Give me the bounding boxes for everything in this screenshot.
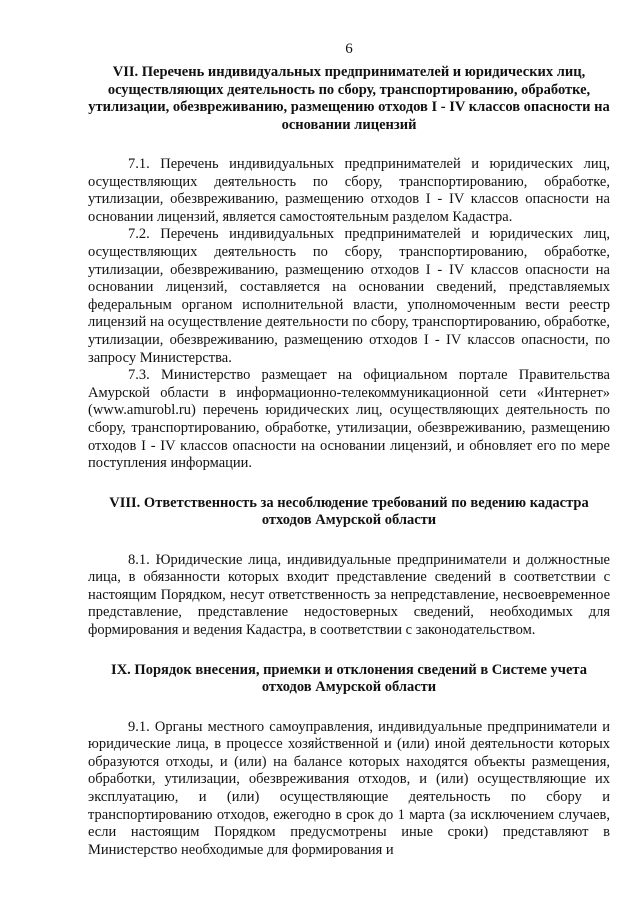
section-vii-heading: VII. Перечень индивидуальных предпринимателей и юридических лиц, осуществляющих деятельность по сбору, транспортированию, обработке, утилизации, обезвреживанию, размещению отходов I - IV классов опасности на основании лицензий	[88, 64, 610, 133]
section-ix-heading: IX. Порядок внесения, приемки и отклонения сведений в Системе учета отходов Амурской области	[111, 661, 587, 696]
paragraph-9-1: 9.1. Органы местного самоуправления, индивидуальные предприниматели и юридические лица, в процессе хозяйственной и (или) иной деятельности которых образуются отходы, и (или) на балансе которых находятся объекты размещения, обработки, утилизации, обезвреживания отходов, и (или) осуществляющие их эксплуатацию, и (или) осуществляющие деятельность по сбору и транспортированию отходов, ежегодно в срок до 1 марта (за исключением случаев, если настоящим Порядком предусмотрены иные сроки) представляют в Министерство необходимые для формирования и	[88, 718, 610, 858]
paragraph-7-3: 7.3. Министерство размещает на официальном портале Правительства Амурской области в информационно-телекоммуникационной сети «Интернет» (www.amurobl.ru) перечень юридических лиц, осуществляющих деятельность по сбору, транспортированию, обработке, утилизации, обезвреживанию, размещению отходов I - IV классов опасности на основании лицензий, и обновляет его по мере поступления информации.	[88, 367, 610, 472]
section-viii	[88, 495, 610, 640]
page-number: 6	[345, 41, 353, 57]
section-vii	[88, 64, 610, 473]
section-ix	[88, 662, 610, 860]
section-viii-heading: VIII. Ответственность за несоблюдение требований по ведению кадастра отходов Амурской области	[109, 494, 589, 529]
paragraph-7-1: 7.1. Перечень индивидуальных предпринимателей и юридических лиц, осуществляющих деятельность по сбору, транспортированию, обработке, утилизации, обезвреживанию, размещению отходов I - IV классов опасности на основании лицензий, является самостоятельным разделом Кадастра.	[88, 156, 610, 225]
document-page	[88, 30, 610, 859]
paragraph-8-1: 8.1. Юридические лица, индивидуальные предприниматели и должностные лица, в обязанности которых входит представление сведений в соответствии с настоящим Порядком, несут ответственность за непредставление, несвоевременное представление, представление недостоверных сведений, необходимых для формирования и ведения Кадастра, в соответствии с законодательством.	[88, 551, 610, 639]
paragraph-7-2: 7.2. Перечень индивидуальных предпринимателей и юридических лиц, осуществляющих деятельность по сбору, транспортированию, обработке, утилизации, обезвреживанию, размещению отходов I - IV классов опасности на основании лицензий, составляется на основании сведений, представляемых федеральным органом исполнительной власти, уполномоченным вести реестр лицензий на осуществление деятельности по сбору, транспортированию, обработке, утилизации, обезвреживанию, размещению отходов I - IV классов опасности, по запросу Министерства.	[88, 226, 610, 366]
